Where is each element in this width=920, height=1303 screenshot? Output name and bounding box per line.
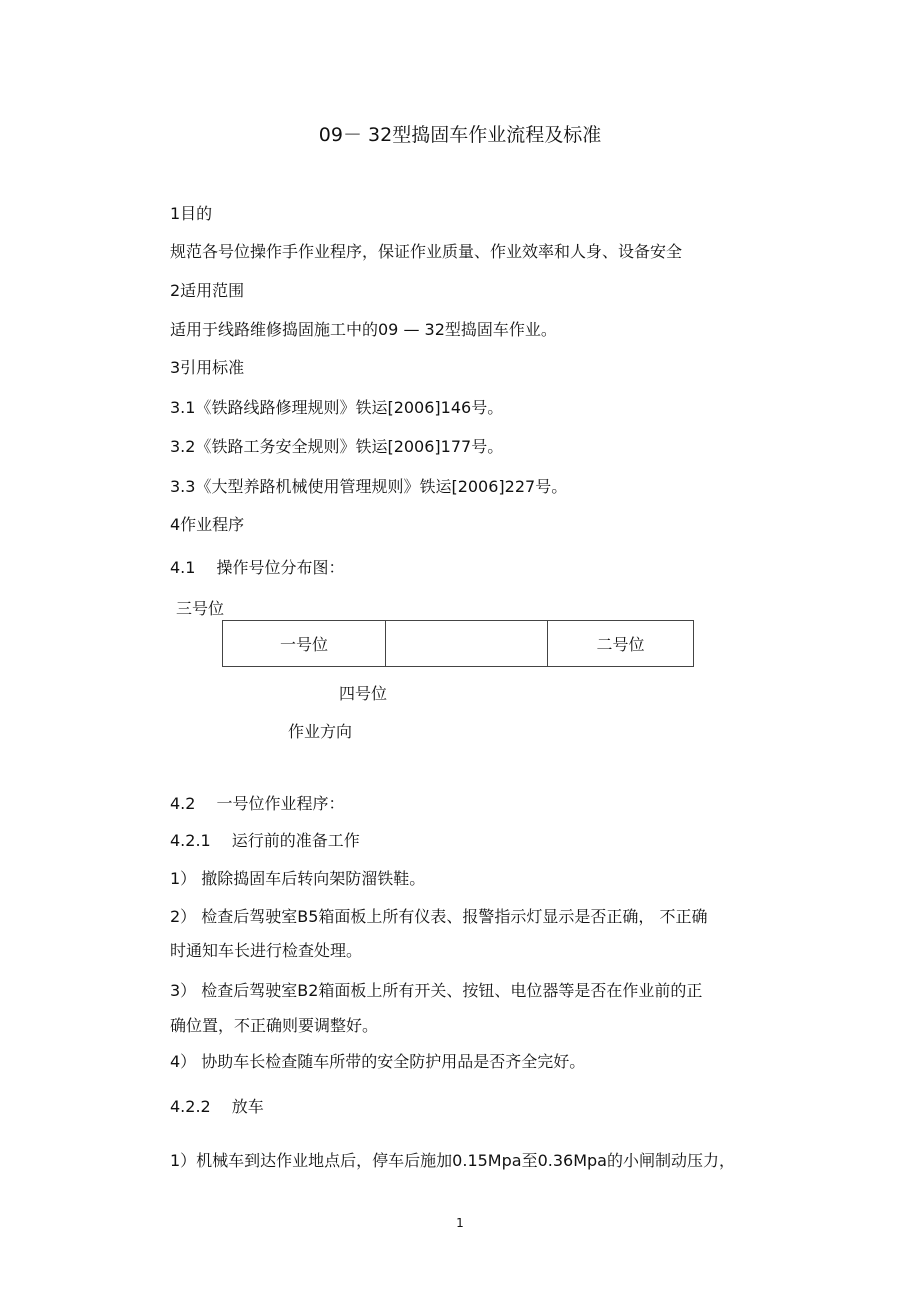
diagram-label-direction: 作业方向 — [288, 722, 353, 741]
diagram-label-position-4: 四号位 — [339, 684, 388, 703]
list-item: 4） 协助车长检查随车所带的安全防护用品是否齐全完好。 — [170, 1052, 586, 1071]
reference-item: 3.2《铁路工务安全规则》铁运[2006]177号。 — [170, 437, 504, 456]
reference-item: 3.3《大型养路机械使用管理规则》铁运[2006]227号。 — [170, 477, 568, 496]
position-layout-diagram — [222, 620, 694, 667]
subsection-heading-4-2: 4.2 一号位作业程序： — [170, 794, 345, 813]
subsection-heading-4-2-1: 4.2.1 运行前的准备工作 — [170, 831, 360, 850]
list-item-continuation: 确位置，不正确则要调整好。 — [170, 1016, 379, 1035]
diagram-cell-position-2: 二号位 — [596, 635, 645, 654]
section-heading-references: 3引用标准 — [170, 358, 245, 377]
list-item-continuation: 时通知车长进行检查处理。 — [170, 941, 363, 960]
subsection-heading-4-2-2: 4.2.2 放车 — [170, 1097, 264, 1116]
diagram-cell-empty — [386, 621, 548, 666]
section-heading-procedure: 4作业程序 — [170, 515, 245, 534]
section-heading-scope: 2适用范围 — [170, 281, 245, 300]
reference-item: 3.1《铁路线路修理规则》铁运[2006]146号。 — [170, 398, 504, 417]
list-item: 1）机械车到达作业地点后，停车后施加0.15Mpa至0.36Mpa的小闸制动压力， — [170, 1151, 735, 1170]
list-item: 2） 检查后驾驶室B5箱面板上所有仪表、报警指示灯显示是否正确， 不正确 — [170, 907, 708, 926]
page-title: 09－ 32型捣固车作业流程及标准 — [318, 124, 602, 146]
section-heading-purpose: 1目的 — [170, 204, 213, 223]
diagram-cell-position-1: 一号位 — [223, 621, 386, 666]
paragraph-purpose: 规范各号位操作手作业程序，保证作业质量、作业效率和人身、设备安全 — [170, 242, 683, 261]
diagram-label-position-3: 三号位 — [176, 599, 225, 618]
subsection-heading-4-1: 4.1 操作号位分布图： — [170, 558, 345, 577]
list-item: 3） 检查后驾驶室B2箱面板上所有开关、按钮、电位器等是否在作业前的正 — [170, 981, 703, 1000]
page-number: 1 — [456, 1216, 464, 1230]
paragraph-scope: 适用于线路维修捣固施工中的09 — 32型捣固车作业。 — [170, 320, 557, 339]
list-item: 1） 撤除捣固车后转向架防溜铁鞋。 — [170, 869, 426, 888]
